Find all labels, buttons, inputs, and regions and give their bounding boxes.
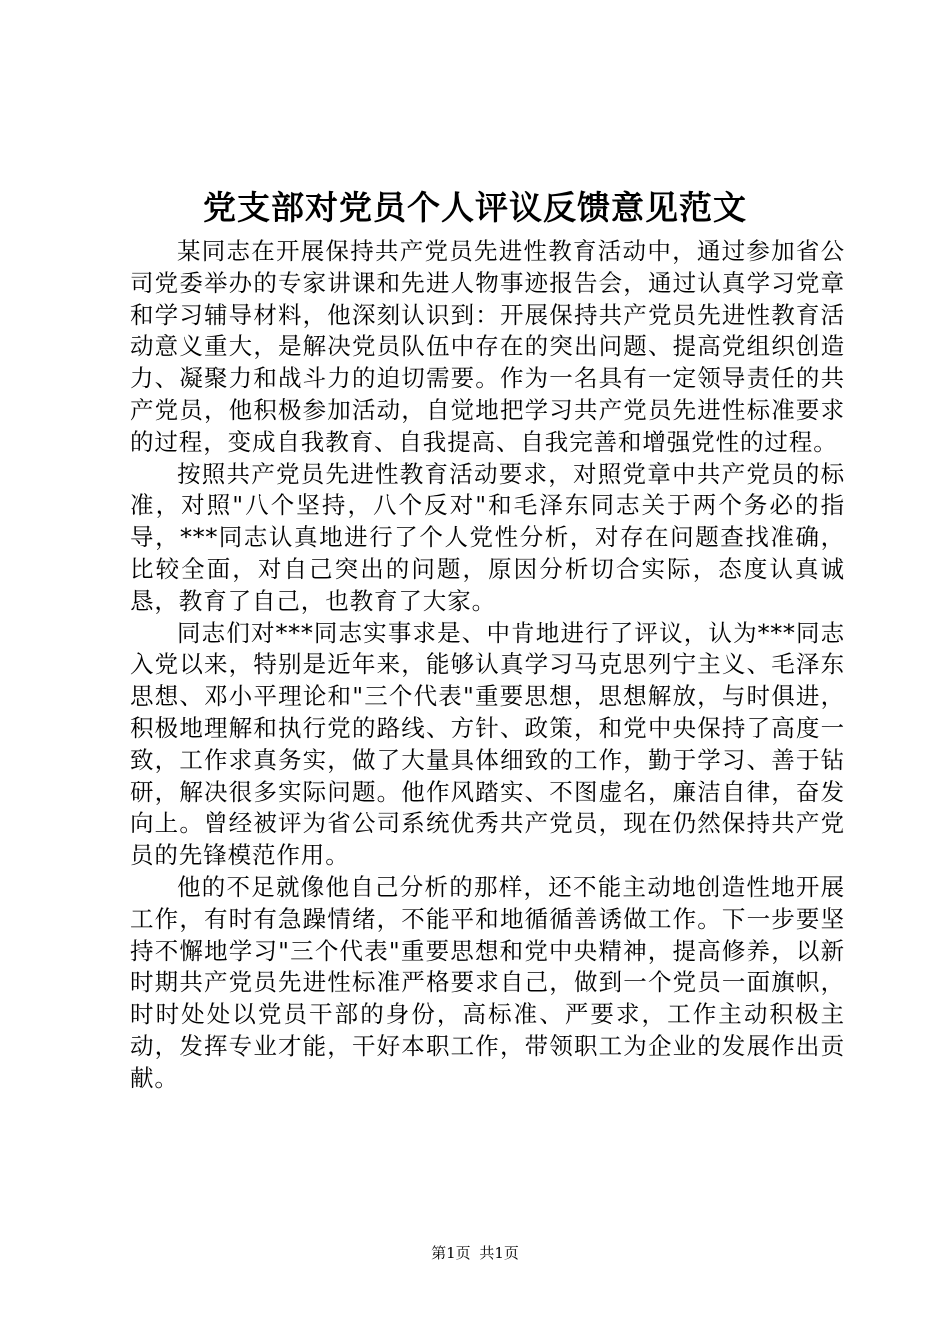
paragraph-3: 同志们对***同志实事求是、中肯地进行了评议，认为***同志入党以来，特别是近年来，能够认真学习马克思列宁主义、毛泽东思想、邓小平理论和"三个代表"重要思想，思想解放，与时俱进，积极地理解和执行党的路线、方针、政策，和党中央保持了高度一致，工作求真务实，做了大量具体细致的工作，勤于学习、善于钻研，解决很多实际问题。他作风踏实、不图虚名，廉洁自律，奋发向上。曾经被评为省公司系统优秀共产党员，现在仍然保持共产党员的先锋模范作用。 <box>130 618 845 870</box>
document-title: 党支部对党员个人评议反馈意见范文 <box>203 188 747 227</box>
page-number-total: 共1页 <box>479 1244 519 1262</box>
paragraph-1: 某同志在开展保持共产党员先进性教育活动中，通过参加省公司党委举办的专家讲课和先进人物事迹报告会，通过认真学习党章和学习辅导材料，他深刻认识到：开展保持共产党员先进性教育活动意义重大，是解决党员队伍中存在的突出问题、提高党组织创造力、凝聚力和战斗力的迫切需要。作为一名具有一定领导责任的共产党员，他积极参加活动，自觉地把学习共产党员先进性标准要求的过程，变成自我教育、自我提高、自我完善和增强党性的过程。 <box>130 237 845 456</box>
paragraph-2: 按照共产党员先进性教育活动要求，对照党章中共产党员的标准，对照"八个坚持，八个反对"和毛泽东同志关于两个务必的指导，***同志认真地进行了个人党性分析，对存在问题查找准确，比较全面，对自己突出的问题，原因分析切合实际，态度认真诚恳，教育了自己，也教育了大家。 <box>130 459 845 615</box>
document-body <box>130 236 845 1095</box>
page-footer <box>0 1243 950 1263</box>
page-number-current: 第1页 <box>431 1244 471 1262</box>
paragraph-4: 他的不足就像他自己分析的那样，还不能主动地创造性地开展工作，有时有急躁情绪，不能平和地循循善诱做工作。下一步要坚持不懈地学习"三个代表"重要思想和党中央精神，提高修养，以新时期共产党员先进性标准严格要求自己，做到一个党员一面旗帜，时时处处以党员干部的身份，高标准、严要求，工作主动积极主动，发挥专业才能，干好本职工作，带领职工为企业的发展作出贡献。 <box>130 872 845 1092</box>
